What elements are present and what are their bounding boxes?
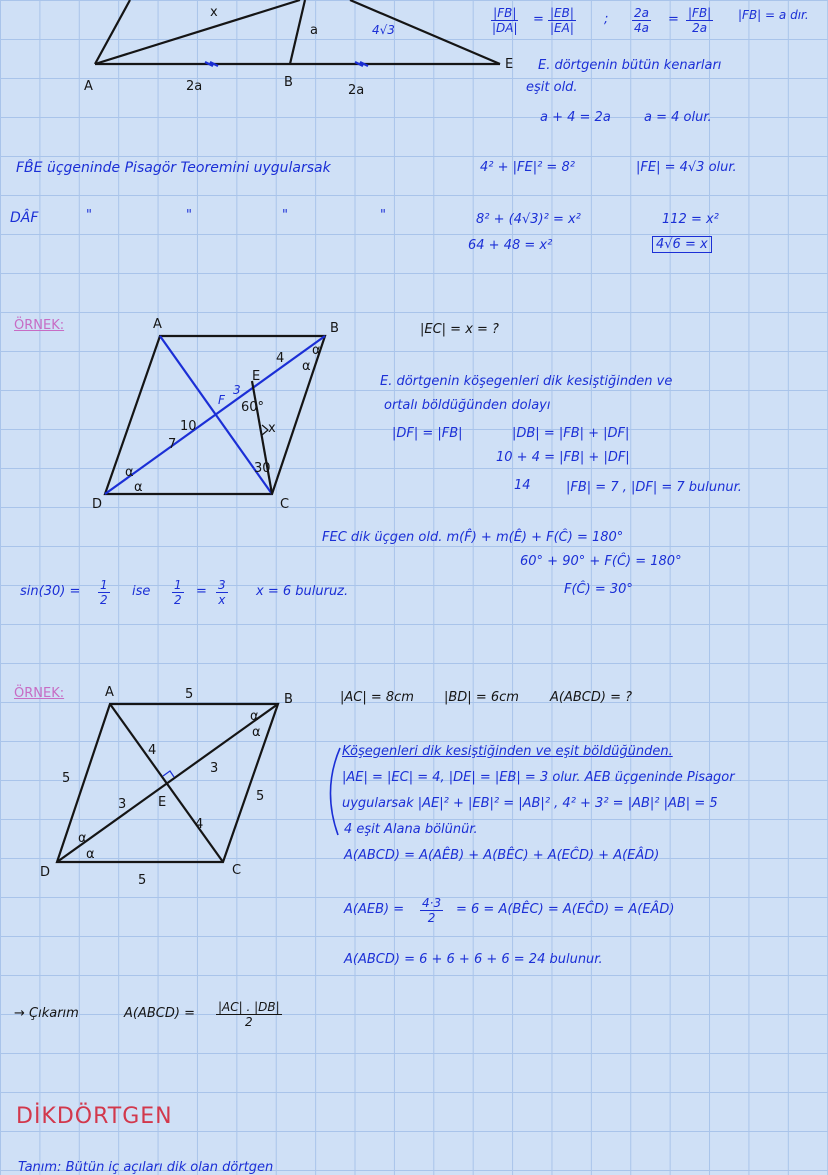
ex1-label-3: 3 xyxy=(233,383,241,397)
ex1-label-d: D xyxy=(92,497,103,512)
right-angle-mark xyxy=(163,771,174,777)
eq-fraction-1: $\frac{1}{2}$ xyxy=(174,578,182,607)
sin-label: sin(30) = xyxy=(20,584,81,599)
point-label-a: A xyxy=(84,79,93,94)
example2-text-3: uygularsak |AE|² + |EB|² = |AB|² , 4² + 3² = |AB|² |AB| = 5 xyxy=(342,796,718,811)
ex2-label-d: D xyxy=(40,865,51,880)
example2-text-2: |AE| = |EC| = 4, |DE| = |EB| = 3 olur. AEB üçgeninde Pisagor xyxy=(342,770,735,785)
daf-result-boxed: 4√6 = x xyxy=(652,236,712,253)
ratio-conclusion: |FB| = a dır. xyxy=(738,8,809,22)
ratio-fb-2a: $\frac{|FB|}{2a}$ xyxy=(688,6,712,35)
ex1-label-7: 7 xyxy=(168,437,177,452)
ex2-side-right: 5 xyxy=(256,789,265,804)
ex2-seg-3-left: 3 xyxy=(118,797,127,812)
area-aeb-lhs: A(AEB) = xyxy=(344,902,405,917)
triangle-side-bf xyxy=(290,0,305,64)
segment-label-2a-right: 2a xyxy=(348,83,365,98)
segment-label-x: x xyxy=(210,5,218,20)
example2-title: ÖRNEK: xyxy=(14,686,65,701)
eq-fraction-2: $\frac{3}{x}$ xyxy=(218,578,226,607)
ex1-label-c: C xyxy=(280,497,290,512)
ex2-seg-3-right: 3 xyxy=(210,761,219,776)
segment-label-2a: 2a xyxy=(186,79,203,94)
ratio-2a-4a: $\frac{2a}{4a}$ xyxy=(634,6,649,35)
ex1-label-f: F xyxy=(218,393,225,407)
ditto-mark: " xyxy=(282,208,288,223)
pisagor-result: |FE| = 4√3 olur. xyxy=(636,160,737,175)
ex2-alpha-d2: α xyxy=(86,847,95,862)
ex2-alpha-b2: α xyxy=(252,725,261,740)
cikarim-label: → Çıkarım xyxy=(14,1006,79,1021)
area-aeb-rhs: = 6 = A(BÊC) = A(EĈD) = A(EÂD) xyxy=(456,902,675,917)
top-triangle-figure xyxy=(95,0,500,66)
ex2-label-b: B xyxy=(284,692,293,707)
ise-word: ise xyxy=(132,584,151,599)
ex2-label-c: C xyxy=(232,863,242,878)
semicolon: ; xyxy=(604,12,609,27)
example1-text-3a: |DF| = |FB| xyxy=(392,426,463,441)
ex1-label-b: B xyxy=(330,321,339,336)
area-aeb-fraction: $\frac{4\cdot 3}{2}$ xyxy=(422,896,442,925)
example2-rhombus-figure xyxy=(57,704,278,862)
cikarim-lhs: A(ABCD) = xyxy=(124,1006,195,1021)
ex1-label-x: x xyxy=(268,421,276,436)
example1-text-4: 10 + 4 = |FB| + |DF| xyxy=(496,450,630,465)
brace-mark xyxy=(330,748,340,835)
ex2-label-e: E xyxy=(158,795,167,810)
example1-question: |EC| = x = ? xyxy=(420,322,499,337)
ex1-label-30: 30 xyxy=(254,461,271,476)
kite-note-line1: E. dörtgenin bütün kenarları xyxy=(538,58,722,73)
diagonal-db xyxy=(57,704,278,862)
ex1-label-4: 4 xyxy=(276,351,285,366)
segment-label-4r3: 4√3 xyxy=(372,23,395,37)
example1-text-1: E. dörtgenin köşegenleri dik kesiştiğinden ve xyxy=(380,374,673,389)
ex1-alpha-b1: α xyxy=(302,359,311,374)
example1-rhombus-figure xyxy=(105,336,325,494)
ex2-side-bottom: 5 xyxy=(138,873,147,888)
ex2-alpha-b1: α xyxy=(250,709,259,724)
ditto-mark: " xyxy=(86,208,92,223)
equation-a-plus-4: a + 4 = 2a xyxy=(540,110,611,125)
pisagor-line: FB̂E üçgeninde Pisagör Teoremini uygularsak xyxy=(16,160,331,176)
ex2-side-left: 5 xyxy=(62,771,71,786)
example2-given-ac: |AC| = 8cm xyxy=(340,690,414,705)
point-label-b: B xyxy=(284,75,293,90)
example2-text-4: 4 eşit Alana bölünür. xyxy=(344,822,478,837)
area-sum: A(ABCD) = 6 + 6 + 6 + 6 = 24 bulunur. xyxy=(344,952,603,967)
ex1-label-60: 60° xyxy=(241,400,265,415)
example1-text-5b: |FB| = 7 , |DF| = 7 bulunur. xyxy=(566,480,742,495)
cikarim-fraction: $\frac{|AC| . |DB|}{2}$ xyxy=(218,1000,280,1029)
cut-off-line: Tanım: Bütün iç açıları dik olan dörtgen xyxy=(18,1160,274,1175)
ex1-label-a: A xyxy=(153,317,162,332)
ditto-mark: " xyxy=(380,208,386,223)
ratio-eb-ea: $\frac{|EB|}{|EA|}$ xyxy=(550,6,574,35)
ex1-alpha-d2: α xyxy=(134,480,143,495)
example2-text-5: A(ABCD) = A(AÊB) + A(BÊC) + A(EĈD) + A(EÂD) xyxy=(344,848,660,863)
daf-equation-1: 8² + (4√3)² = x² xyxy=(476,212,581,227)
segment-label-a: a xyxy=(310,23,318,38)
example2-question: A(ABCD) = ? xyxy=(550,690,632,705)
sin-fraction: $\frac{1}{2}$ xyxy=(100,578,108,607)
daf-triangle-label: DÂF xyxy=(10,210,39,226)
kite-note-line2: eşit old. xyxy=(526,80,578,95)
example2-text-1: Köşegenleri dik kesiştiğinden ve eşit böldüğünden. xyxy=(342,744,673,759)
segment-ec xyxy=(252,381,272,494)
ex1-label-e: E xyxy=(252,369,261,384)
equation-a-equals-4: a = 4 olur. xyxy=(644,110,712,125)
ex1-alpha-d1: α xyxy=(125,465,134,480)
section-title-dikdortgen: DİKDÖRTGEN xyxy=(16,1104,173,1129)
daf-equation-2: 64 + 48 = x² xyxy=(468,238,553,253)
ditto-mark: " xyxy=(186,208,192,223)
example1-text-5a: 14 xyxy=(514,478,531,493)
ex2-seg-4-top: 4 xyxy=(148,743,157,758)
ex2-side-top: 5 xyxy=(185,687,194,702)
ex2-label-a: A xyxy=(105,685,114,700)
example2-given-bd: |BD| = 6cm xyxy=(444,690,519,705)
ex1-alpha-b2: α xyxy=(312,343,321,358)
ratio-fb-da: $\frac{|FB|}{|DA|}$ xyxy=(492,6,518,35)
fec-line-3: F(Ĉ) = 30° xyxy=(564,582,633,597)
pisagor-equation: 4² + |FE|² = 8² xyxy=(480,160,575,175)
ex2-alpha-d1: α xyxy=(78,831,87,846)
ex1-label-10: 10 xyxy=(180,419,197,434)
fec-line-1: FEC dik üçgen old. m(F̂) + m(Ê) + F(Ĉ) = 180° xyxy=(322,530,624,545)
daf-result-1: 112 = x² xyxy=(662,212,719,227)
ex2-seg-4-bottom: 4 xyxy=(195,817,204,832)
example1-title: ÖRNEK: xyxy=(14,318,65,333)
point-label-e: E xyxy=(505,57,514,72)
example1-result: x = 6 buluruz. xyxy=(256,584,349,599)
fec-line-2: 60° + 90° + F(Ĉ) = 180° xyxy=(520,554,682,569)
example1-text-3b: |DB| = |FB| + |DF| xyxy=(512,426,630,441)
example1-text-2: ortalı böldüğünden dolayı xyxy=(384,398,551,413)
diagonal-db xyxy=(105,336,325,494)
